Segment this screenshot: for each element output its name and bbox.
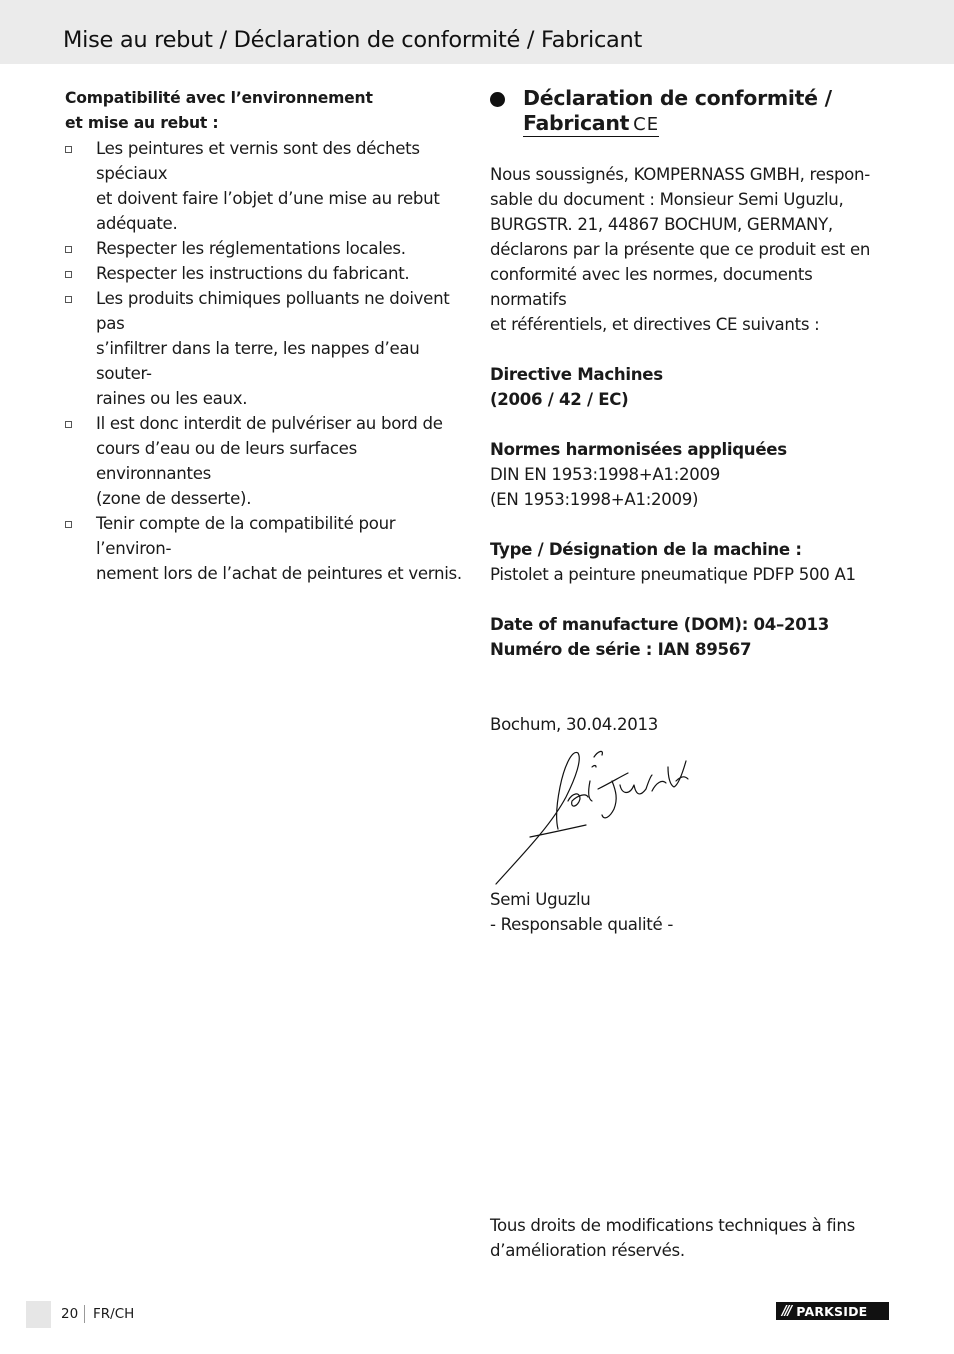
signature-image — [490, 737, 700, 887]
list-item — [65, 286, 467, 411]
manufacturer-label: Fabricant — [523, 111, 630, 135]
list-item-line: Respecter les réglementations locales. — [96, 239, 406, 258]
list-item-line: adéquate. — [96, 214, 178, 233]
signer-name: Semi Uguzlu — [490, 890, 591, 909]
bullet-square-icon — [65, 271, 72, 278]
section-bullet-icon — [490, 92, 505, 107]
list-item-line: Il est donc interdit de pulvériser au bord de — [96, 414, 443, 433]
bullet-square-icon — [65, 521, 72, 528]
list-item-line: nement lors de l’achat de peintures et vernis. — [96, 564, 462, 583]
list-item-line: cours d’eau ou de leurs surfaces environnantes — [96, 439, 357, 483]
intro-line: conformité avec les normes, documents normatifs — [490, 265, 813, 309]
language-code: FR/CH — [93, 1306, 135, 1322]
list-item — [65, 411, 467, 511]
norm-line: (EN 1953:1998+A1:2009) — [490, 490, 699, 509]
list-item-line: Tenir compte de la compatibilité pour l’environ- — [96, 514, 396, 558]
page-title: Mise au rebut / Déclaration de conformité / Fabricant — [63, 27, 643, 53]
environment-heading-line2: et mise au rebut : — [65, 114, 219, 132]
bullet-square-icon — [65, 146, 72, 153]
right-column — [490, 86, 890, 937]
directive-block — [490, 362, 890, 412]
technical-changes-note — [490, 1213, 890, 1263]
directive-name: Directive Machines — [490, 365, 663, 384]
environment-heading-line1: Compatibilité avec l’environnement — [65, 89, 373, 107]
declaration-heading — [490, 86, 890, 137]
directive-number: (2006 / 42 / EC) — [490, 390, 629, 409]
parkside-logo — [776, 1302, 889, 1320]
brand-name: PARKSIDE — [796, 1303, 868, 1319]
list-item — [65, 236, 467, 261]
list-item-line: Les peintures et vernis sont des déchets spéciaux — [96, 139, 420, 183]
bullet-square-icon — [65, 421, 72, 428]
intro-line: et référentiels, et directives CE suivants : — [490, 315, 820, 334]
intro-line: déclarons par la présente que ce produit est en — [490, 240, 871, 259]
norms-block — [490, 437, 890, 512]
list-item-line: s’infiltrer dans la terre, les nappes d’eau souter- — [96, 339, 420, 383]
footer-divider — [84, 1305, 85, 1323]
declaration-heading-line2 — [523, 112, 659, 137]
left-column — [65, 86, 467, 586]
signature-area — [490, 737, 890, 887]
machine-type-value: Pistolet a peinture pneumatique PDFP 500 A1 — [490, 565, 856, 584]
list-item — [65, 136, 467, 236]
list-item-line: et doivent faire l’objet d’une mise au rebut — [96, 189, 440, 208]
list-item — [65, 511, 467, 586]
page-corner-tab — [26, 1301, 51, 1328]
note-line: Tous droits de modifications techniques à fins — [490, 1216, 855, 1235]
environment-heading — [65, 86, 467, 136]
norm-line: DIN EN 1953:1998+A1:2009 — [490, 465, 721, 484]
signer-role: - Responsable qualité - — [490, 915, 674, 934]
declaration-intro — [490, 162, 890, 337]
norms-heading: Normes harmonisées appliquées — [490, 440, 787, 459]
note-line: d’amélioration réservés. — [490, 1241, 685, 1260]
bullet-square-icon — [65, 246, 72, 253]
disposal-list — [65, 136, 467, 586]
list-item-line: (zone de desserte). — [96, 489, 252, 508]
declaration-heading-line1: Déclaration de conformité / — [523, 86, 832, 110]
manufacture-block — [490, 612, 890, 662]
list-item-line: Les produits chimiques polluants ne doivent pas — [96, 289, 450, 333]
signer-block — [490, 887, 890, 937]
intro-line: BURGSTR. 21, 44867 BOCHUM, GERMANY, — [490, 215, 833, 234]
ce-mark-icon: CE — [633, 114, 660, 135]
logo-stripes-icon: /// — [782, 1303, 791, 1319]
place-date: Bochum, 30.04.2013 — [490, 715, 659, 734]
list-item — [65, 261, 467, 286]
serial-number: Numéro de série : IAN 89567 — [490, 640, 752, 659]
machine-type-heading: Type / Désignation de la machine : — [490, 540, 802, 559]
intro-line: sable du document : Monsieur Semi Uguzlu, — [490, 190, 844, 209]
date-of-manufacture: Date of manufacture (DOM): 04–2013 — [490, 615, 830, 634]
list-item-line: raines ou les eaux. — [96, 389, 248, 408]
machine-type-block — [490, 537, 890, 587]
page-number: 20 — [61, 1306, 79, 1322]
bullet-square-icon — [65, 296, 72, 303]
intro-line: Nous soussignés, KOMPERNASS GMBH, respon- — [490, 165, 870, 184]
list-item-line: Respecter les instructions du fabricant. — [96, 264, 410, 283]
